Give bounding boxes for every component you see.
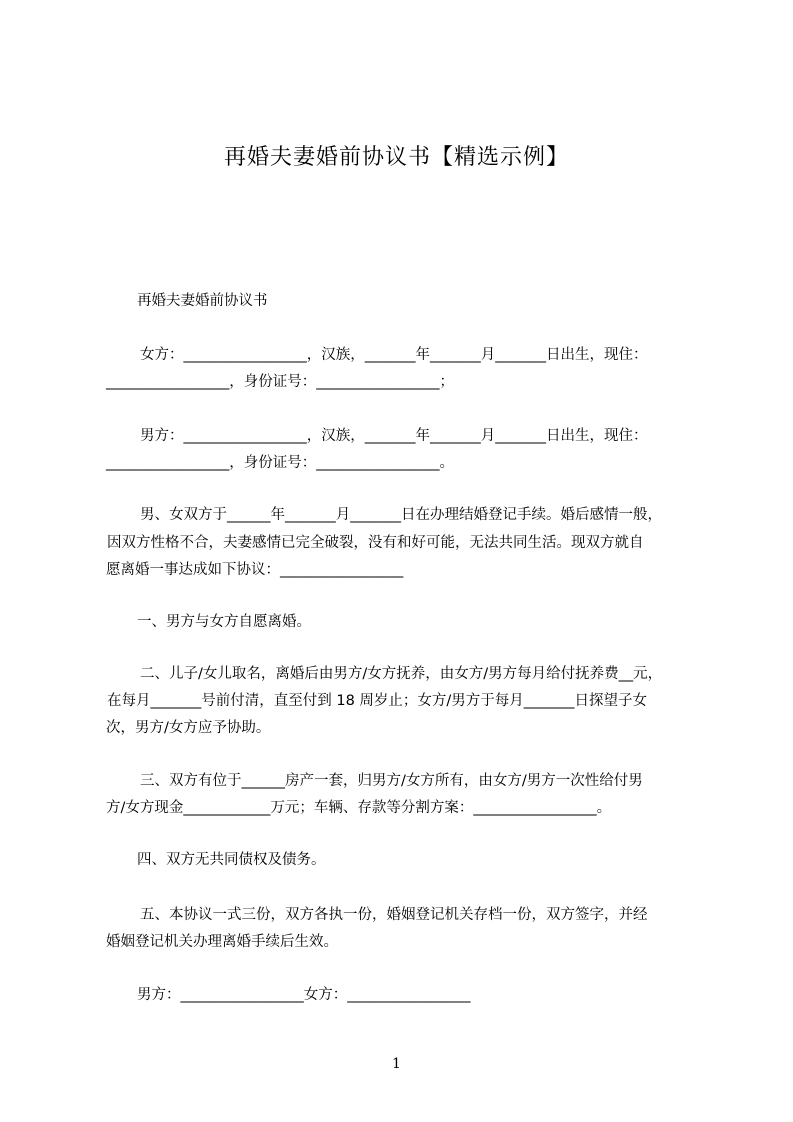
clause-4: 四、双方无共同债权及债务。 [137, 852, 326, 868]
male-party-line-2: _________________，身份证号：_________________。 [106, 455, 454, 471]
intro-line-3: 愿离婚一事达成如下协议：_________________ [106, 562, 404, 578]
clause-2-line-3: 次，男方/女方应予协助。 [106, 720, 271, 736]
clause-5-line-1: 五、本协议一式三份，双方各执一份，婚姻登记机关存档一份，双方签字，并经 [140, 907, 648, 923]
female-party-line-2: _________________，身份证号：_________________； [106, 374, 454, 390]
document-subtitle: 再婚夫妻婚前协议书 [137, 293, 268, 309]
clause-5-line-2: 婚姻登记机关办理离婚手续后生效。 [106, 934, 338, 950]
male-party-line-1: 男方：_________________，汉族，_______年_______月_______日出生，现住： [140, 428, 648, 444]
intro-line-1: 男、女双方于______年_______月_______日在办理结婚登记手续。婚后感情一般， [140, 507, 662, 523]
clause-2-line-1: 二、儿子/女儿取名，离婚后由男方/女方抚养，由女方/男方每月给付抚养费__元， [140, 666, 663, 682]
clause-3-line-2: 方/女方现金____________万元；车辆、存款等分割方案：_________________。 [106, 800, 612, 816]
document-title: 再婚夫妻婚前协议书【精选示例】 [223, 145, 569, 170]
clause-2-line-2: 在每月_______号前付清，直至付到 18 周岁止；女方/男方于每月_______日探望子女 [107, 693, 648, 709]
clause-3-line-1: 三、双方有位于______房产一套，归男方/女方所有，由女方/男方一次性给付男 [140, 773, 643, 789]
female-party-line-1: 女方：_________________，汉族，_______年_______月_______日出生，现住： [140, 347, 648, 363]
signature-line: 男方：_________________女方：_________________ [137, 987, 471, 1003]
page-number: 1 [392, 1056, 401, 1072]
clause-1: 一、男方与女方自愿离婚。 [137, 614, 311, 630]
intro-line-2: 因双方性格不合，夫妻感情已完全破裂，没有和好可能，无法共同生活。现双方就自 [107, 535, 644, 551]
